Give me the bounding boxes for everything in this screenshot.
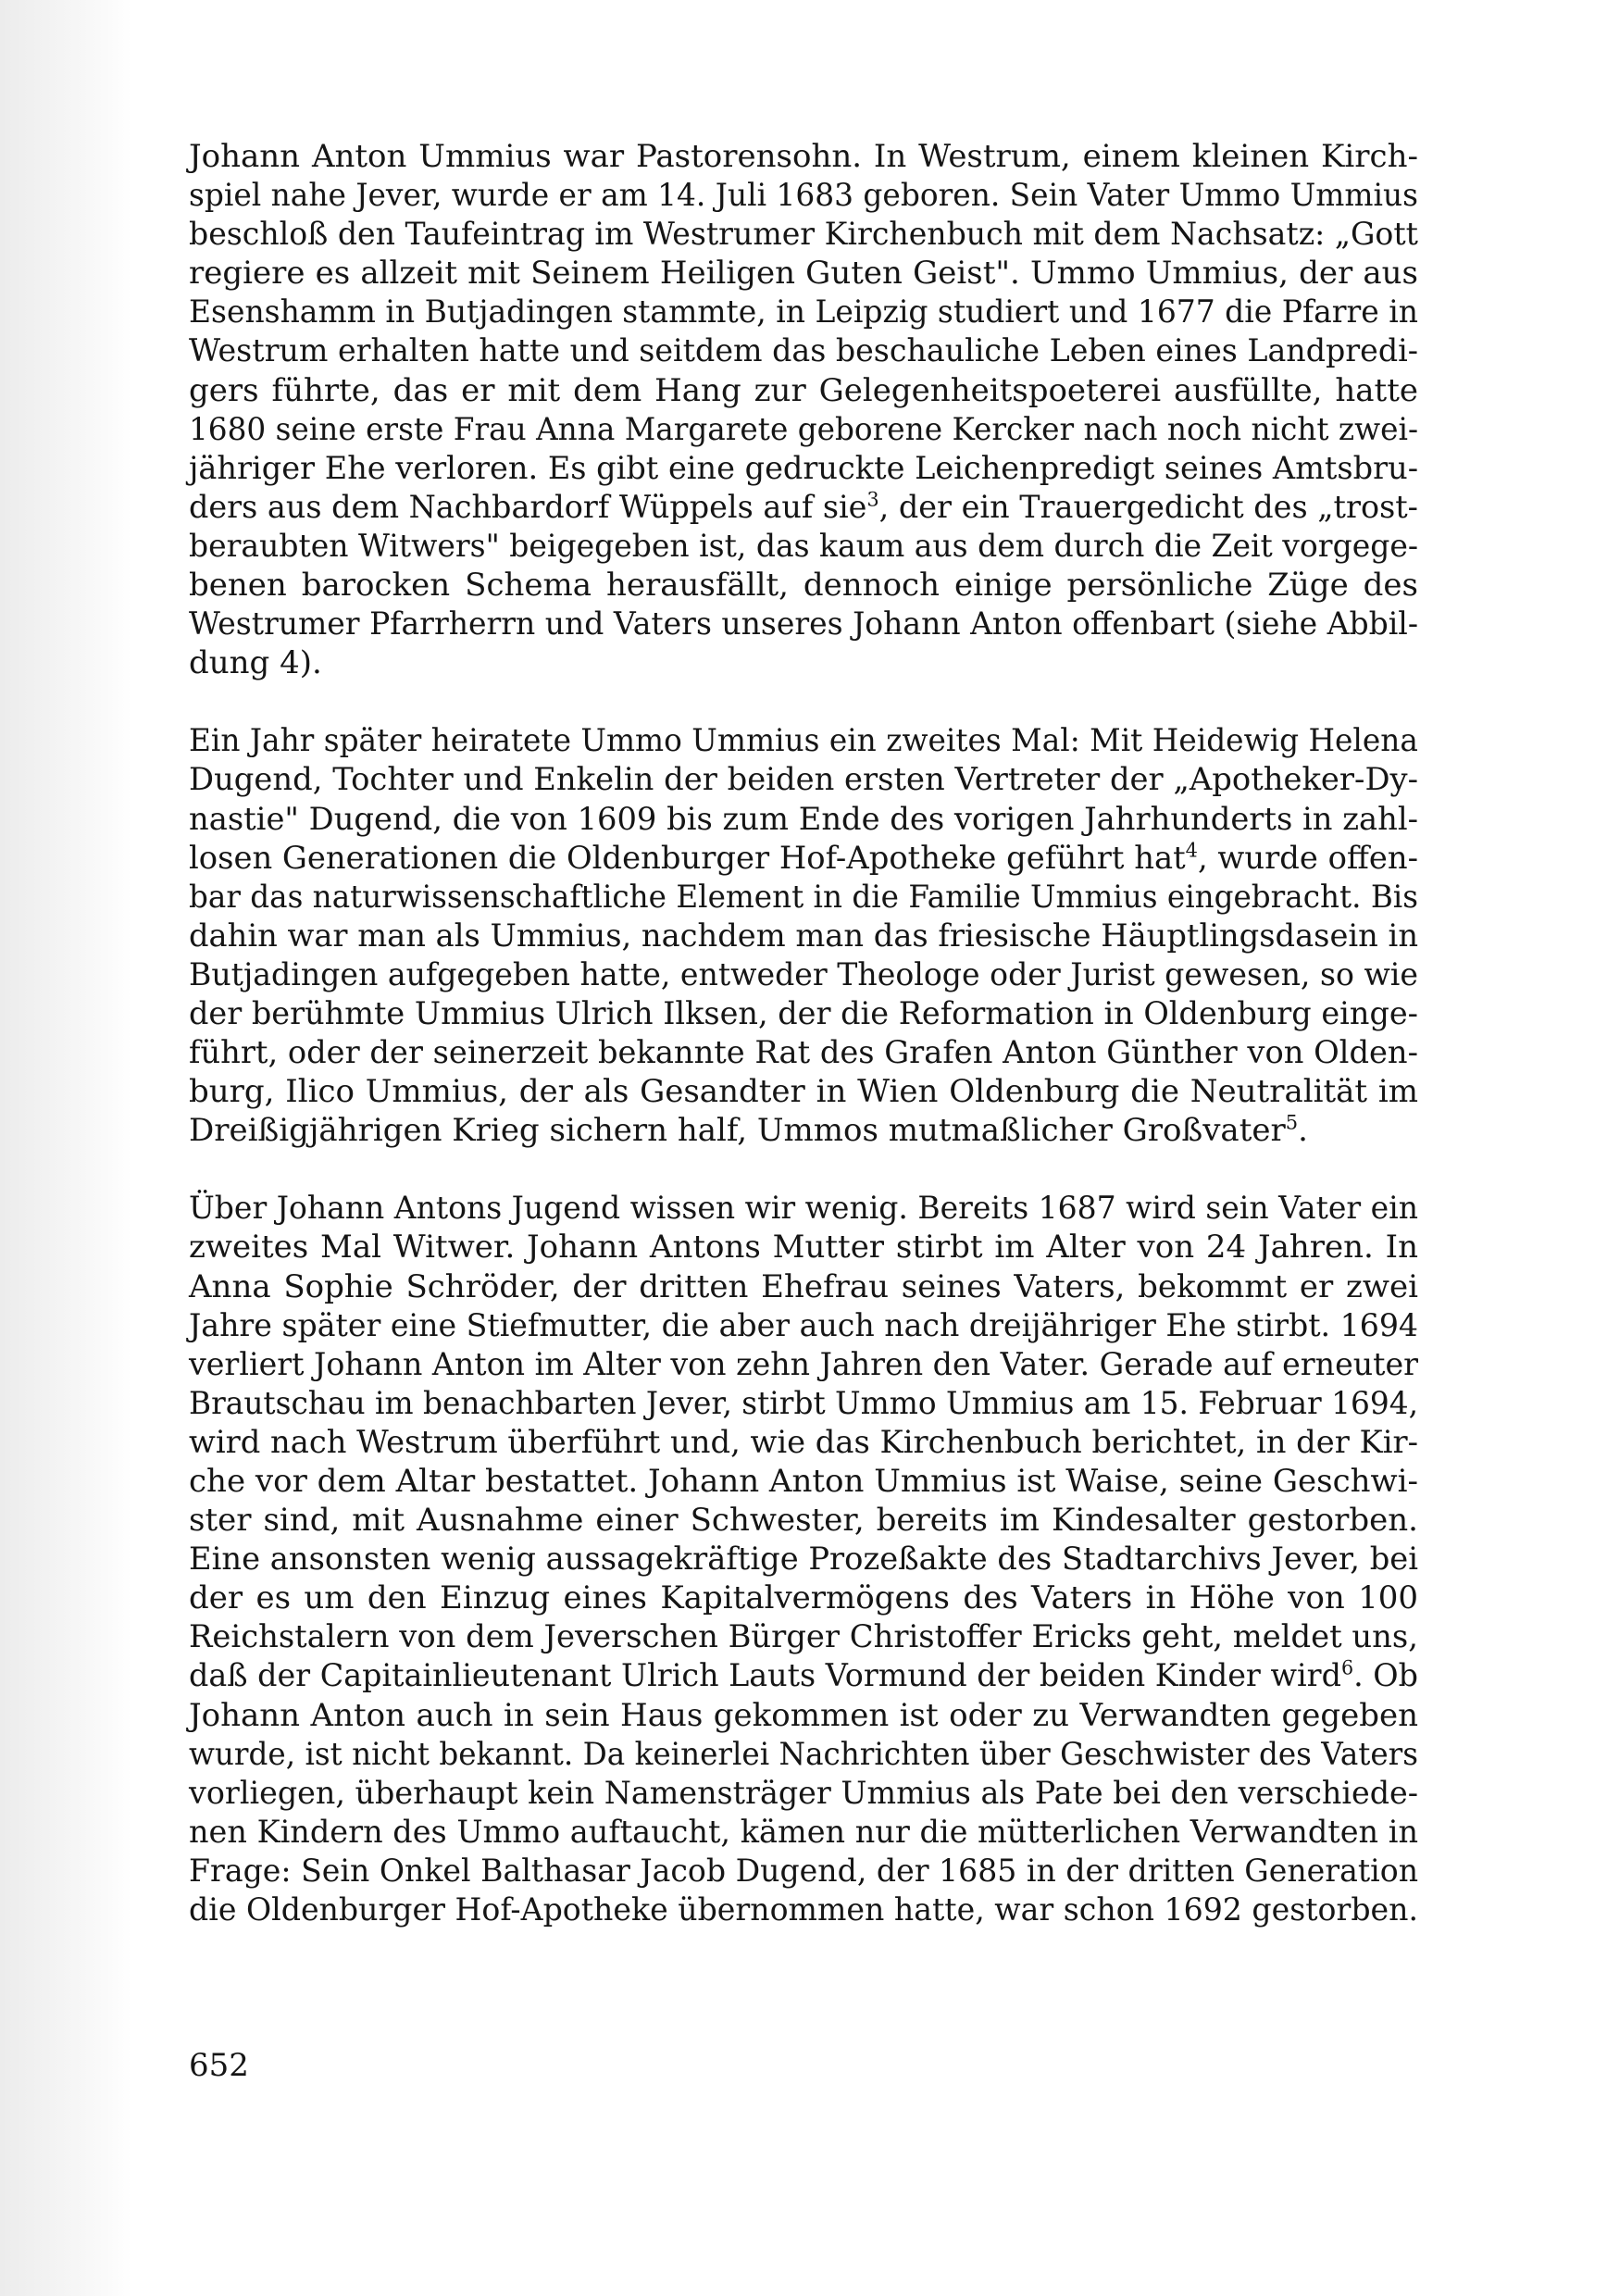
paragraph-1 — [189, 137, 1418, 682]
text-line — [189, 1072, 1418, 1111]
text-line — [189, 955, 1418, 994]
text-line — [189, 1813, 1418, 1852]
text-line — [189, 1462, 1418, 1501]
text-line — [189, 800, 1418, 839]
line-text: Brautschau im benachbarten Jever, stirbt Ummo Ummius am 15. Februar 1694, — [189, 1384, 1419, 1422]
line-text: die Oldenburger Hof-Apotheke übernommen hatte, war schon 1692 gestorben. — [189, 1891, 1419, 1929]
paragraph-2 — [189, 721, 1418, 1150]
text-line — [189, 1033, 1418, 1072]
text-line — [189, 1578, 1418, 1617]
line-text: wird nach Westrum überführt und, wie das Kirchenbuch berichtet, in der Kir- — [189, 1423, 1419, 1461]
line-text: Über Johann Antons Jugend wissen wir wenig. Bereits 1687 wird sein Vater ein — [189, 1190, 1418, 1228]
text-line — [189, 1384, 1418, 1423]
line-text: Ein Jahr später heiratete Ummo Ummius ein zweites Mal: Mit Heidewig Helena — [189, 722, 1418, 760]
text-line — [189, 994, 1418, 1033]
text-line — [189, 721, 1418, 760]
line-text: beraubten Witwers" beigegeben ist, das kaum aus dem durch die Zeit vorgege- — [189, 527, 1419, 565]
text-line — [189, 643, 1418, 682]
text-line — [189, 1890, 1418, 1929]
line-text: der berühmte Ummius Ulrich Ilksen, der die Reformation in Oldenburg einge- — [189, 994, 1418, 1032]
line-text: Westrum erhalten hatte und seitdem das beschauliche Leben eines Landpredi- — [189, 332, 1419, 370]
line-text: wurde, ist nicht bekannt. Da keinerlei Nachrichten über Geschwister des Vaters — [189, 1735, 1419, 1773]
text-line — [189, 1423, 1418, 1462]
text-line — [189, 760, 1418, 799]
line-text: nastie" Dugend, die von 1609 bis zum Ende des vorigen Jahrhunderts in zahl- — [189, 800, 1419, 838]
text-line — [189, 371, 1418, 410]
text-line — [189, 449, 1418, 488]
line-text: ders aus dem Nachbardorf Wüppels auf sie — [189, 488, 867, 526]
text-line — [189, 331, 1418, 370]
text-line — [189, 1774, 1418, 1813]
text-line — [189, 1501, 1418, 1540]
text-line — [189, 1228, 1418, 1267]
line-text: Anna Sophie Schröder, der dritten Ehefrau seines Vaters, bekommt er zwei — [189, 1267, 1418, 1305]
line-text: 1680 seine erste Frau Anna Margarete geborene Kercker nach noch nicht zwei- — [189, 410, 1419, 448]
line-text: Jahre später eine Stiefmutter, die aber auch nach dreijähriger Ehe stirbt. 1694 — [189, 1306, 1419, 1344]
text-line — [189, 410, 1418, 449]
line-text: führt, oder der seinerzeit bekannte Rat des Grafen Anton Günther von Olden- — [189, 1034, 1418, 1072]
line-text: spiel nahe Jever, wurde er am 14. Juli 1683 geboren. Sein Vater Ummo Ummius — [189, 177, 1418, 215]
line-text: losen Generationen die Oldenburger Hof-Apotheke geführt hat — [189, 839, 1186, 877]
line-text: regiere es allzeit mit Seinem Heiligen Guten Geist". Ummo Ummius, der aus — [189, 255, 1418, 293]
line-text-after: , der ein Trauergedicht des „trost- — [878, 488, 1418, 526]
line-text: daß der Capitainlieutenant Ulrich Lauts Vormund der beiden Kinder wird — [189, 1657, 1341, 1695]
text-line — [189, 1189, 1418, 1228]
line-text: che vor dem Altar bestattet. Johann Anton Ummius ist Waise, seine Geschwi- — [189, 1463, 1418, 1500]
text-line — [189, 566, 1418, 605]
scan-shadow-edge — [0, 0, 131, 2296]
line-text: Esenshamm in Butjadingen stammte, in Leipzig studiert und 1677 die Pfarre in — [189, 293, 1419, 331]
paragraph-3 — [189, 1189, 1418, 1929]
line-text: beschloß den Taufeintrag im Westrumer Kirchenbuch mit dem Nachsatz: „Gott — [189, 216, 1418, 254]
text-line — [189, 1306, 1418, 1345]
line-text: burg, Ilico Ummius, der als Gesandter in Wien Oldenburg die Neutralität im — [189, 1073, 1418, 1111]
line-text: Eine ansonsten wenig aussagekräftige Prozeßakte des Stadtarchivs Jever, bei — [189, 1541, 1419, 1578]
line-text: nen Kindern des Ummo auftaucht, kämen nur die mütterlichen Verwandten in — [189, 1813, 1419, 1851]
text-line — [189, 527, 1418, 566]
text-line — [189, 488, 1418, 527]
line-text: dahin war man als Ummius, nachdem man das friesische Häuptlingsdasein in — [189, 917, 1419, 955]
line-text: benen barocken Schema herausfällt, dennoch einige persönliche Züge des — [189, 567, 1418, 605]
line-text: zweites Mal Witwer. Johann Antons Mutter stirbt im Alter von 24 Jahren. In — [189, 1229, 1418, 1267]
line-text-after: . — [1298, 1112, 1308, 1150]
text-line — [189, 1267, 1418, 1306]
text-line — [189, 137, 1418, 176]
footnote-marker: 5 — [1285, 1111, 1299, 1134]
line-text: Butjadingen aufgegeben hatte, entweder Theologe oder Jurist gewesen, so wie — [189, 955, 1419, 993]
line-text: Johann Anton auch in sein Haus gekommen ist oder zu Verwandten gegeben — [189, 1696, 1418, 1734]
line-text-after: , wurde offen- — [1197, 839, 1419, 877]
text-line — [189, 1345, 1418, 1384]
text-line — [189, 1656, 1418, 1695]
line-text: gers führte, das er mit dem Hang zur Gelegenheitspoeterei ausfüllte, hatte — [189, 371, 1418, 409]
line-text: bar das naturwissenschaftliche Element in die Familie Ummius eingebracht. Bis — [189, 878, 1418, 916]
line-text: ster sind, mit Ausnahme einer Schwester, bereits im Kindesalter gestorben. — [189, 1502, 1418, 1540]
text-line — [189, 215, 1418, 254]
line-text: Dreißigjährigen Krieg sichern half, Ummos mutmaßlicher Großvater — [189, 1112, 1286, 1150]
page-number: 652 — [189, 2047, 249, 2084]
text-line — [189, 1735, 1418, 1774]
text-line — [189, 176, 1418, 215]
footnote-marker: 6 — [1340, 1657, 1354, 1680]
line-text-after: . Ob — [1353, 1657, 1418, 1695]
text-line — [189, 1696, 1418, 1735]
text-line — [189, 605, 1418, 643]
body-text — [189, 137, 1418, 1968]
text-line — [189, 254, 1418, 293]
line-text: Dugend, Tochter und Enkelin der beiden ersten Vertreter der „Apotheker-Dy- — [189, 761, 1418, 799]
text-line — [189, 293, 1418, 331]
text-line — [189, 1617, 1418, 1656]
text-line — [189, 1540, 1418, 1578]
line-text: vorliegen, überhaupt kein Namensträger Ummius als Pate bei den verschiede- — [189, 1774, 1419, 1812]
footnote-marker: 3 — [866, 488, 879, 511]
line-text: Reichstalern von dem Jeverschen Bürger Christoffer Ericks geht, meldet uns, — [189, 1618, 1418, 1656]
line-text: Johann Anton Ummius war Pastorensohn. In Westrum, einem kleinen Kirch- — [189, 138, 1418, 175]
line-text: Westrumer Pfarrherrn und Vaters unseres Johann Anton offenbart (siehe Abbil- — [189, 605, 1418, 643]
text-line — [189, 878, 1418, 917]
line-text: dung 4). — [189, 644, 322, 682]
line-text: jähriger Ehe verloren. Es gibt eine gedruckte Leichenpredigt seines Amtsbru- — [189, 449, 1419, 487]
text-line — [189, 839, 1418, 878]
line-text: verliert Johann Anton im Alter von zehn Jahren den Vater. Gerade auf erneuter — [189, 1345, 1419, 1383]
line-text: der es um den Einzug eines Kapitalvermögens des Vaters in Höhe von 100 — [189, 1579, 1418, 1617]
text-line — [189, 917, 1418, 955]
footnote-marker: 4 — [1185, 839, 1198, 862]
text-line — [189, 1111, 1418, 1150]
text-line — [189, 1852, 1418, 1890]
line-text: Frage: Sein Onkel Balthasar Jacob Dugend, der 1685 in der dritten Generation — [189, 1852, 1419, 1890]
